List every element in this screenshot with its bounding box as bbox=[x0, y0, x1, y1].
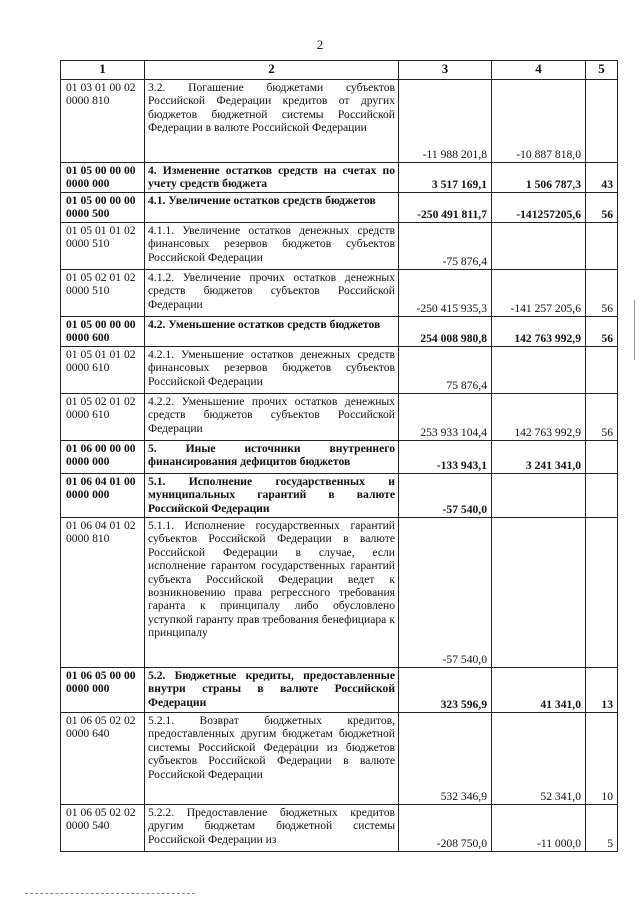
row-value-col3: -57 540,0 bbox=[399, 518, 492, 668]
row-value-col3: -208 750,0 bbox=[399, 805, 492, 852]
budget-sources-table bbox=[60, 60, 618, 852]
row-value-col3: -11 988 201,8 bbox=[399, 80, 492, 163]
row-value-col3: 532 346,9 bbox=[399, 713, 492, 805]
row-value-col3: 75 876,4 bbox=[399, 347, 492, 394]
table-row bbox=[61, 223, 618, 270]
row-value-col5: 13 bbox=[586, 668, 618, 713]
row-value-col4 bbox=[492, 223, 586, 270]
row-value-col3: -250 415 935,3 bbox=[399, 270, 492, 317]
header-col-1: 1 bbox=[61, 61, 145, 80]
row-value-col4: 1 506 787,3 bbox=[492, 163, 586, 193]
row-value-col5: 43 bbox=[586, 163, 618, 193]
table-row bbox=[61, 347, 618, 394]
row-value-col5 bbox=[586, 347, 618, 394]
row-value-col5 bbox=[586, 474, 618, 518]
row-value-col4: -141 257 205,6 bbox=[492, 270, 586, 317]
table-row bbox=[61, 474, 618, 518]
row-description: 4.2.2. Уменьшение прочих остатков денежных средств бюджетов субъектов Российской Федерации bbox=[145, 394, 399, 441]
row-description: 5.1.1. Исполнение государственных гарантий субъектов Российской Федерации в валюте Российской Федерации в случае, если исполнение гарантом государственных гарантий субъекта Российской Федерации ведет к возникновению права регрессного требования гаранта к принципалу либо обусловлено уступкой гаранту прав требования бенефициара к принципалу bbox=[145, 518, 399, 668]
row-value-col5: 5 bbox=[586, 805, 618, 852]
row-value-col3: 253 933 104,4 bbox=[399, 394, 492, 441]
row-value-col5: 56 bbox=[586, 394, 618, 441]
row-description: 4.2.1. Уменьшение остатков денежных средств финансовых резервов бюджетов субъектов Российской Федерации bbox=[145, 347, 399, 394]
row-value-col4: 3 241 341,0 bbox=[492, 441, 586, 474]
header-col-2: 2 bbox=[145, 61, 399, 80]
row-description: 5.1. Исполнение государственных и муниципальных гарантий в валюте Российской Федерации bbox=[145, 474, 399, 518]
table-row bbox=[61, 163, 618, 193]
row-value-col5 bbox=[586, 518, 618, 668]
row-description: 5.2.2. Предоставление бюджетных кредитов другим бюджетам бюджетной системы Российской Федерации из bbox=[145, 805, 399, 852]
table-row bbox=[61, 270, 618, 317]
row-code: 01 06 04 01 02 0000 810 bbox=[61, 518, 145, 668]
row-value-col5: 10 bbox=[586, 713, 618, 805]
header-col-4: 4 bbox=[492, 61, 586, 80]
table-row bbox=[61, 317, 618, 347]
row-description: 5. Иные источники внутреннего финансирования дефицитов бюджетов bbox=[145, 441, 399, 474]
row-value-col4: 52 341,0 bbox=[492, 713, 586, 805]
row-value-col3: -133 943,1 bbox=[399, 441, 492, 474]
row-value-col3: 254 008 980,8 bbox=[399, 317, 492, 347]
table-header-row bbox=[61, 61, 618, 80]
row-value-col4 bbox=[492, 347, 586, 394]
table-row bbox=[61, 805, 618, 852]
row-description: 5.2. Бюджетные кредиты, предоставленные внутри страны в валюте Российской Федерации bbox=[145, 668, 399, 713]
row-value-col5: 56 bbox=[586, 270, 618, 317]
row-code: 01 05 00 00 00 0000 600 bbox=[61, 317, 145, 347]
row-value-col4: 41 341,0 bbox=[492, 668, 586, 713]
row-value-col4: -11 000,0 bbox=[492, 805, 586, 852]
row-value-col5: 56 bbox=[586, 193, 618, 223]
row-value-col4: -141257205,6 bbox=[492, 193, 586, 223]
header-col-3: 3 bbox=[399, 61, 492, 80]
scan-edge-mark bbox=[634, 300, 635, 360]
row-code: 01 05 02 01 02 0000 510 bbox=[61, 270, 145, 317]
table-row bbox=[61, 193, 618, 223]
row-code: 01 05 01 01 02 0000 510 bbox=[61, 223, 145, 270]
table-row bbox=[61, 518, 618, 668]
row-value-col3: -250 491 811,7 bbox=[399, 193, 492, 223]
row-value-col5: 56 bbox=[586, 317, 618, 347]
page-number: 2 bbox=[316, 37, 324, 52]
row-value-col4: 142 763 992,9 bbox=[492, 317, 586, 347]
row-code: 01 06 05 02 02 0000 540 bbox=[61, 805, 145, 852]
row-description: 4.2. Уменьшение остатков средств бюджетов bbox=[145, 317, 399, 347]
table-row bbox=[61, 713, 618, 805]
row-value-col4: -10 887 818,0 bbox=[492, 80, 586, 163]
table-row bbox=[61, 668, 618, 713]
row-value-col5 bbox=[586, 441, 618, 474]
row-description: 5.2.1. Возврат бюджетных кредитов, предоставленных другим бюджетам бюджетной системы Российской Федерации из бюджетов субъектов Российской Федерации в валюте Российской Федерации bbox=[145, 713, 399, 805]
table-row bbox=[61, 394, 618, 441]
row-value-col4: 142 763 992,9 bbox=[492, 394, 586, 441]
row-code: 01 06 05 00 00 0000 000 bbox=[61, 668, 145, 713]
page-bottom-line bbox=[25, 893, 195, 894]
row-value-col3: 3 517 169,1 bbox=[399, 163, 492, 193]
row-code: 01 05 00 00 00 0000 500 bbox=[61, 193, 145, 223]
row-code: 01 05 02 01 02 0000 610 bbox=[61, 394, 145, 441]
row-description: 4.1. Увеличение остатков средств бюджетов bbox=[145, 193, 399, 223]
table-row bbox=[61, 80, 618, 163]
row-description: 4.1.2. Увеличение прочих остатков денежных средств бюджетов субъектов Российской Федерации bbox=[145, 270, 399, 317]
header-col-5: 5 bbox=[586, 61, 618, 80]
row-code: 01 06 00 00 00 0000 000 bbox=[61, 441, 145, 474]
row-description: 4. Изменение остатков средств на счетах по учету средств бюджета bbox=[145, 163, 399, 193]
row-value-col3: -57 540,0 bbox=[399, 474, 492, 518]
row-code: 01 05 00 00 00 0000 000 bbox=[61, 163, 145, 193]
row-value-col5 bbox=[586, 80, 618, 163]
row-value-col3: -75 876,4 bbox=[399, 223, 492, 270]
row-description: 3.2. Погашение бюджетами субъектов Российской Федерации кредитов от других бюджетов бюджетной системы Российской Федерации в валюте Российской Федерации bbox=[145, 80, 399, 163]
row-code: 01 06 05 02 02 0000 640 bbox=[61, 713, 145, 805]
row-code: 01 05 01 01 02 0000 610 bbox=[61, 347, 145, 394]
row-value-col4 bbox=[492, 474, 586, 518]
row-description: 4.1.1. Увеличение остатков денежных средств финансовых резервов бюджетов субъектов Российской Федерации bbox=[145, 223, 399, 270]
table-row bbox=[61, 441, 618, 474]
row-value-col3: 323 596,9 bbox=[399, 668, 492, 713]
row-value-col5 bbox=[586, 223, 618, 270]
row-code: 01 03 01 00 02 0000 810 bbox=[61, 80, 145, 163]
row-value-col4 bbox=[492, 518, 586, 668]
row-code: 01 06 04 01 00 0000 000 bbox=[61, 474, 145, 518]
